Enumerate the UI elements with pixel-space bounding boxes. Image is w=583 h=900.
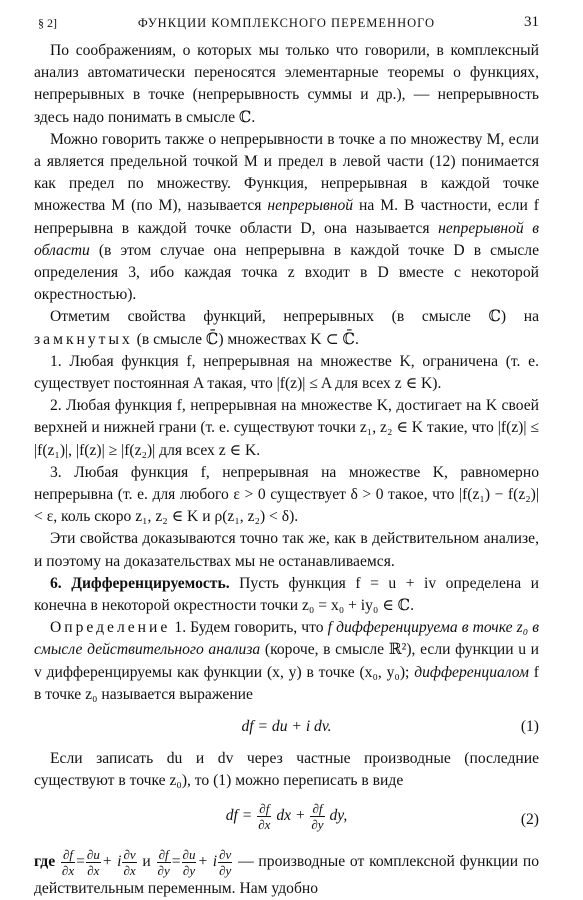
property-item-2: 2. Любая функция f, непрерывная на множестве K, достигает на K своей верхней и нижней грани (т. е. существуют точки z₁, z₂ ∈ K такие, что |f(z)| ≤ |f(z₁)|, |f(z)| ≥ |f(z₂)| для всех z ∈ K. (34, 397, 539, 459)
paragraph-complex-derivatives: где $\frac{\partial f}{\partial x}$ = $\frac{\partial u}{\partial x}$ + i $\frac{\partial v}{\partial x}$ и $\frac{\partial f}{\partial y}$ = $\frac{\partial u}{\partial y}$ + i $\frac{\partial v}{\partial y}$ — производные от комплексной функции по действительным переменным. Нам удобно (34, 846, 539, 897)
section-marker: § 2] (38, 16, 57, 30)
formula-2-expr: df = $\frac{\partial f}{\partial x}$ dx + $\frac{\partial f}{\partial y}$ dy, (225, 800, 348, 832)
paragraph-continuity-on-set: Можно говорить также о непрерывности в точке a по множеству M, если a является предельной точкой M и предел в левой части (12) понимается как предел по множеству. Функция, непрерывная в каждой точке множества M (по M), называется непрерывной на M. В частности, если f непрерывна в каждой точке области D, она называется непрерывной в области (в этом случае она непрерывна в каждой точке D в смысле определения 3, ибо каждая точка z входит в D вместе с некоторой окрестностью). (34, 130, 540, 304)
section-6-intro: 6. Дифференцируемость. Пусть функция f = u + iv определена и конечна в некоторой окрестности точки z₀ = x₀ + iy₀ ∈ ℂ. (34, 574, 539, 615)
formula-2 (34, 799, 539, 843)
definition-label: Определение (50, 619, 171, 637)
formula-1-number: (1) (520, 718, 539, 736)
formula-1 (34, 712, 539, 742)
running-header (34, 14, 539, 34)
page-body (34, 40, 539, 900)
formula-2-number: (2) (520, 810, 539, 828)
section-6-heading: 6. Дифференцируемость. (50, 574, 230, 592)
formula-1-expr: df = du + i dv. (241, 718, 332, 736)
paragraph-partial-derivatives: Если записать du и dv через частные производные (последние существуют в точке z₀), то (1) можно переписать в виде (34, 750, 539, 790)
paragraph-proof-remark: Эти свойства доказываются точно так же, как в действительном анализе, и поэтому на доказательствах мы не останавливаемся. (34, 530, 539, 570)
property-item-1: 1. Любая функция f, непрерывная на множестве K, ограничена (т. е. существует постоянная A такая, что |f(z)| ≤ A для всех z ∈ K). (34, 352, 539, 393)
chapter-title: ФУНКЦИИ КОМПЛЕКСНОГО ПЕРЕМЕННОГО (137, 16, 436, 30)
page-number: 31 (524, 14, 539, 30)
paragraph-properties-intro: Отметим свойства функций, непрерывных (в смысле ℂ) на замкнутых (в смысле ℂ̄) множествах K ⊂ ℂ̄. (34, 308, 539, 348)
property-item-3: 3. Любая функция f, непрерывная на множестве K, равномерно непрерывна (т. е. для любого ε > 0 существует δ > 0 такое, что |f(z₁) − f(z₂)| < ε, коль скоро z₁, z₂ ∈ K и ρ(z₁, z₂) < δ). (34, 463, 539, 526)
paragraph-continuity-intro: По соображениям, о которых мы только что говорили, в комплексный анализ автоматически переносятся элементарные теоремы о функциях, непрерывных в точке (непрерывность суммы и др.), — непрерывность здесь надо понимать в смысле ℂ. (34, 42, 539, 126)
definition-1: Определение 1. Будем говорить, что f дифференцируема в точке z₀ в смысле действительного анализа (короче, в смысле ℝ²), если функции u и v дифференцируемы как функции (x, y) в точке (x₀, y₀); дифференциалом f в точке z₀ называется выражение (34, 619, 540, 703)
